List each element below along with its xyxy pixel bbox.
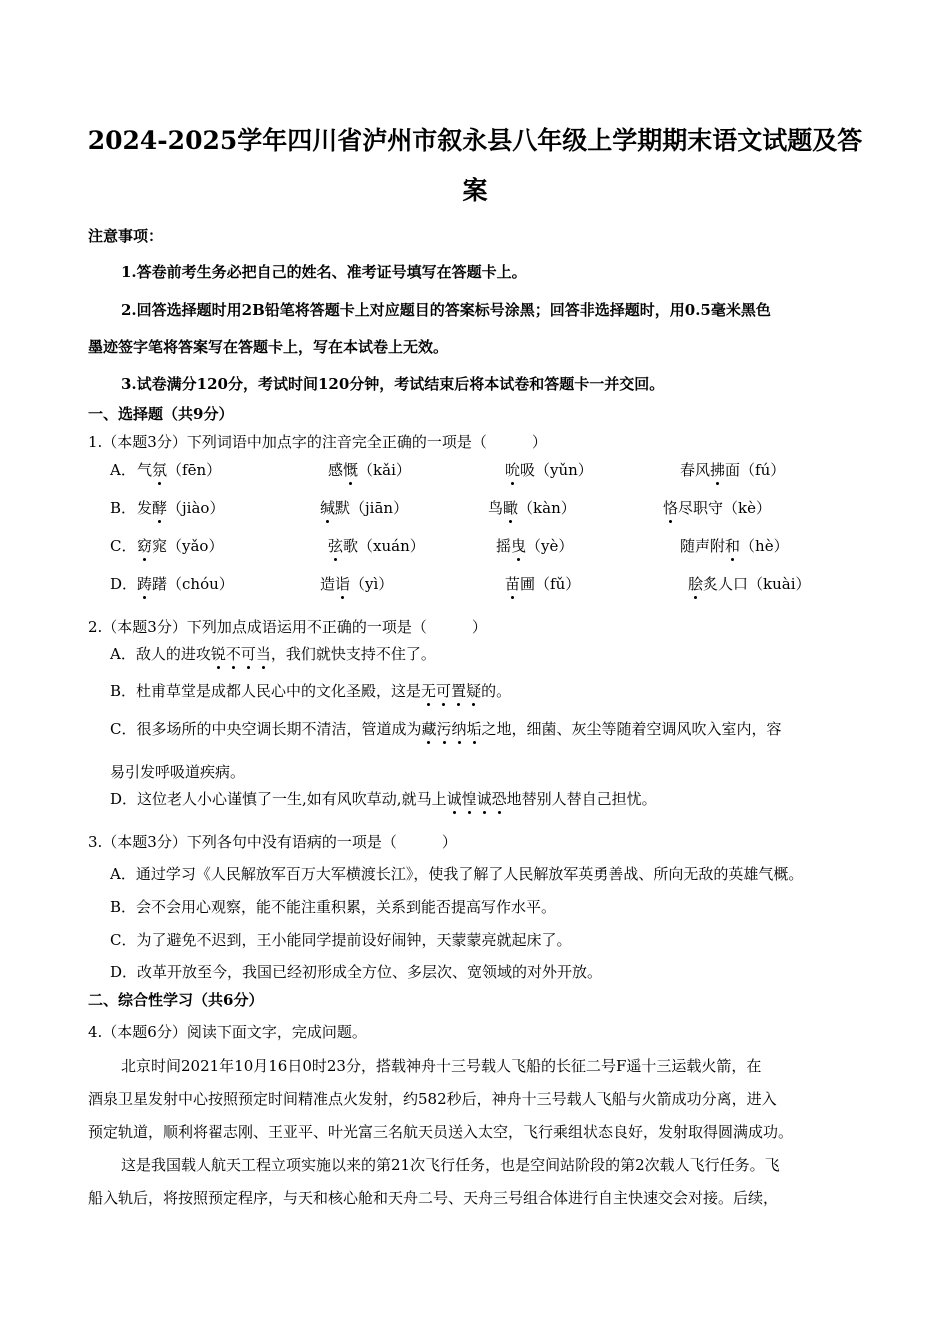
q1-option-b-word-2: 缄默（jiān）	[320, 499, 409, 517]
q1-option-c-word-1: 窈窕（yǎo）	[137, 537, 224, 555]
exam-title-line2: 案	[462, 176, 488, 205]
q1-option-b-label: B．	[110, 499, 137, 517]
emphasis-char: 诚	[476, 790, 492, 808]
notice-item-2-cont: 墨迹签字笔将答案写在答题卡上，写在本试卷上无效。	[88, 338, 449, 356]
emphasis-char: 藏	[421, 720, 437, 738]
emphasis-char: 惶	[461, 790, 477, 808]
q1-option-d-word-2: 造诣（yì）	[320, 575, 394, 593]
emphasis-char: 垢	[466, 720, 482, 738]
section-1-heading: 一、选择题（共9分）	[88, 405, 234, 423]
q1-option-a-word-3: 吮吸（yǔn）	[505, 461, 593, 479]
notice-item-3: 3.试卷满分120分，考试时间120分钟，考试结束后将本试卷和答题卡一并交回。	[121, 375, 665, 393]
q1-option-c-label: C．	[110, 537, 137, 555]
q2-option-c-cont: 易引发呼吸道疾病。	[110, 763, 246, 781]
q1-option-d-label: D．	[110, 575, 138, 593]
exam-title-line1: 2024-2025学年四川省泸州市叙永县八年级上学期期末语文试题及答	[87, 126, 863, 155]
q4-passage-p2-line2: 船入轨后，将按照预定程序，与天和核心舱和天舟二号、天舟三号组合体进行自主快速交会对接。后续，	[88, 1189, 779, 1207]
notice-item-1: 1.答卷前考生务必把自己的姓名、准考证号填写在答题卡上。	[121, 263, 527, 281]
emphasis-char: 可	[436, 682, 452, 700]
q2-option-c: C．很多场所的中央空调长期不清洁，管道成为藏污纳垢之地，细菌、灰尘等随着空调风吹入室内，容	[110, 720, 782, 738]
emphasis-char: 纳	[451, 720, 467, 738]
q1-option-b-word-3: 鸟瞰（kàn）	[488, 499, 576, 517]
q2-option-a: A．敌人的进攻锐不可当，我们就快支持不住了。	[110, 645, 436, 663]
q2-option-d: D．这位老人小心谨慎了一生,如有风吹草动,就马上诚惶诚恐地替别人替自己担忧。	[110, 790, 657, 808]
notice-heading: 注意事项：	[88, 227, 164, 245]
q3-option-c: C．为了避免不迟到，王小能同学提前设好闹钟，天蒙蒙亮就起床了。	[110, 931, 572, 949]
q1-option-d-word-1: 踌躇（chóu）	[137, 575, 234, 593]
q1-option-d-word-4: 脍炙人口（kuài）	[688, 575, 811, 593]
q1-stem: 1.（本题3分）下列词语中加点字的注音完全正确的一项是（ ）	[88, 433, 547, 451]
q1-option-a-label: A．	[110, 461, 136, 479]
emphasis-char: 不	[225, 645, 241, 663]
q1-option-c-word-4: 随声附和（hè）	[680, 537, 789, 555]
q1-option-a-word-4: 春风拂面（fú）	[680, 461, 786, 479]
emphasis-char: 诚	[446, 790, 462, 808]
q3-stem: 3.（本题3分）下列各句中没有语病的一项是（ ）	[88, 833, 457, 851]
emphasis-char: 锐	[210, 645, 226, 663]
q1-option-d-word-3: 苗圃（fǔ）	[505, 575, 581, 593]
q1-option-c-word-3: 摇曳（yè）	[496, 537, 574, 555]
emphasis-char: 污	[436, 720, 452, 738]
q3-option-d: D．改革开放至今，我国已经初形成全方位、多层次、宽领域的对外开放。	[110, 963, 603, 981]
emphasis-char: 置	[451, 682, 467, 700]
q3-option-a: A．通过学习《人民解放军百万大军横渡长江》，使我了解了人民解放军英勇善战、所向无敌的英雄气概。	[110, 865, 804, 883]
q4-passage-p2-line1: 这是我国载人航天工程立项实施以来的第21次飞行任务，也是空间站阶段的第2次载人飞行任务。飞	[121, 1156, 780, 1174]
emphasis-char: 当	[255, 645, 271, 663]
emphasis-char: 恐	[491, 790, 507, 808]
q3-option-b: B．会不会用心观察，能不能注重积累，关系到能否提高写作水平。	[110, 898, 557, 916]
q4-passage-p1-line1: 北京时间2021年10月16日0时23分，搭载神舟十三号载人飞船的长征二号F遥十三运载火箭，在	[121, 1057, 762, 1075]
emphasis-char: 可	[240, 645, 256, 663]
q1-option-b-word-1: 发酵（jiào）	[137, 499, 225, 517]
q2-option-b: B．杜甫草堂是成都人民心中的文化圣殿，这是无可置疑的。	[110, 682, 512, 700]
q4-passage-p1-line3: 预定轨道，顺利将翟志刚、王亚平、叶光富三名航天员送入太空，飞行乘组状态良好，发射取得圆满成功。	[88, 1123, 794, 1141]
section-2-heading: 二、综合性学习（共6分）	[88, 991, 264, 1009]
emphasis-char: 疑	[466, 682, 482, 700]
notice-item-2: 2.回答选择题时用2B铅笔将答题卡上对应题目的答案标号涂黑；回答非选择题时，用0.5毫米黑色	[121, 301, 771, 319]
q1-option-b-word-4: 恪尽职守（kè）	[663, 499, 771, 517]
q4-stem: 4.（本题6分）阅读下面文字，完成问题。	[88, 1023, 367, 1041]
q2-stem: 2.（本题3分）下列加点成语运用不正确的一项是（ ）	[88, 618, 487, 636]
q4-passage-p1-line2: 酒泉卫星发射中心按照预定时间精准点火发射，约582秒后，神舟十三号载人飞船与火箭成功分离，进入	[88, 1090, 777, 1108]
q1-option-a-word-2: 感慨（kǎi）	[328, 461, 411, 479]
q1-option-a-word-1: 气氛（fēn）	[137, 461, 222, 479]
q1-option-c-word-2: 弦歌（xuán）	[328, 537, 425, 555]
emphasis-char: 无	[421, 682, 437, 700]
